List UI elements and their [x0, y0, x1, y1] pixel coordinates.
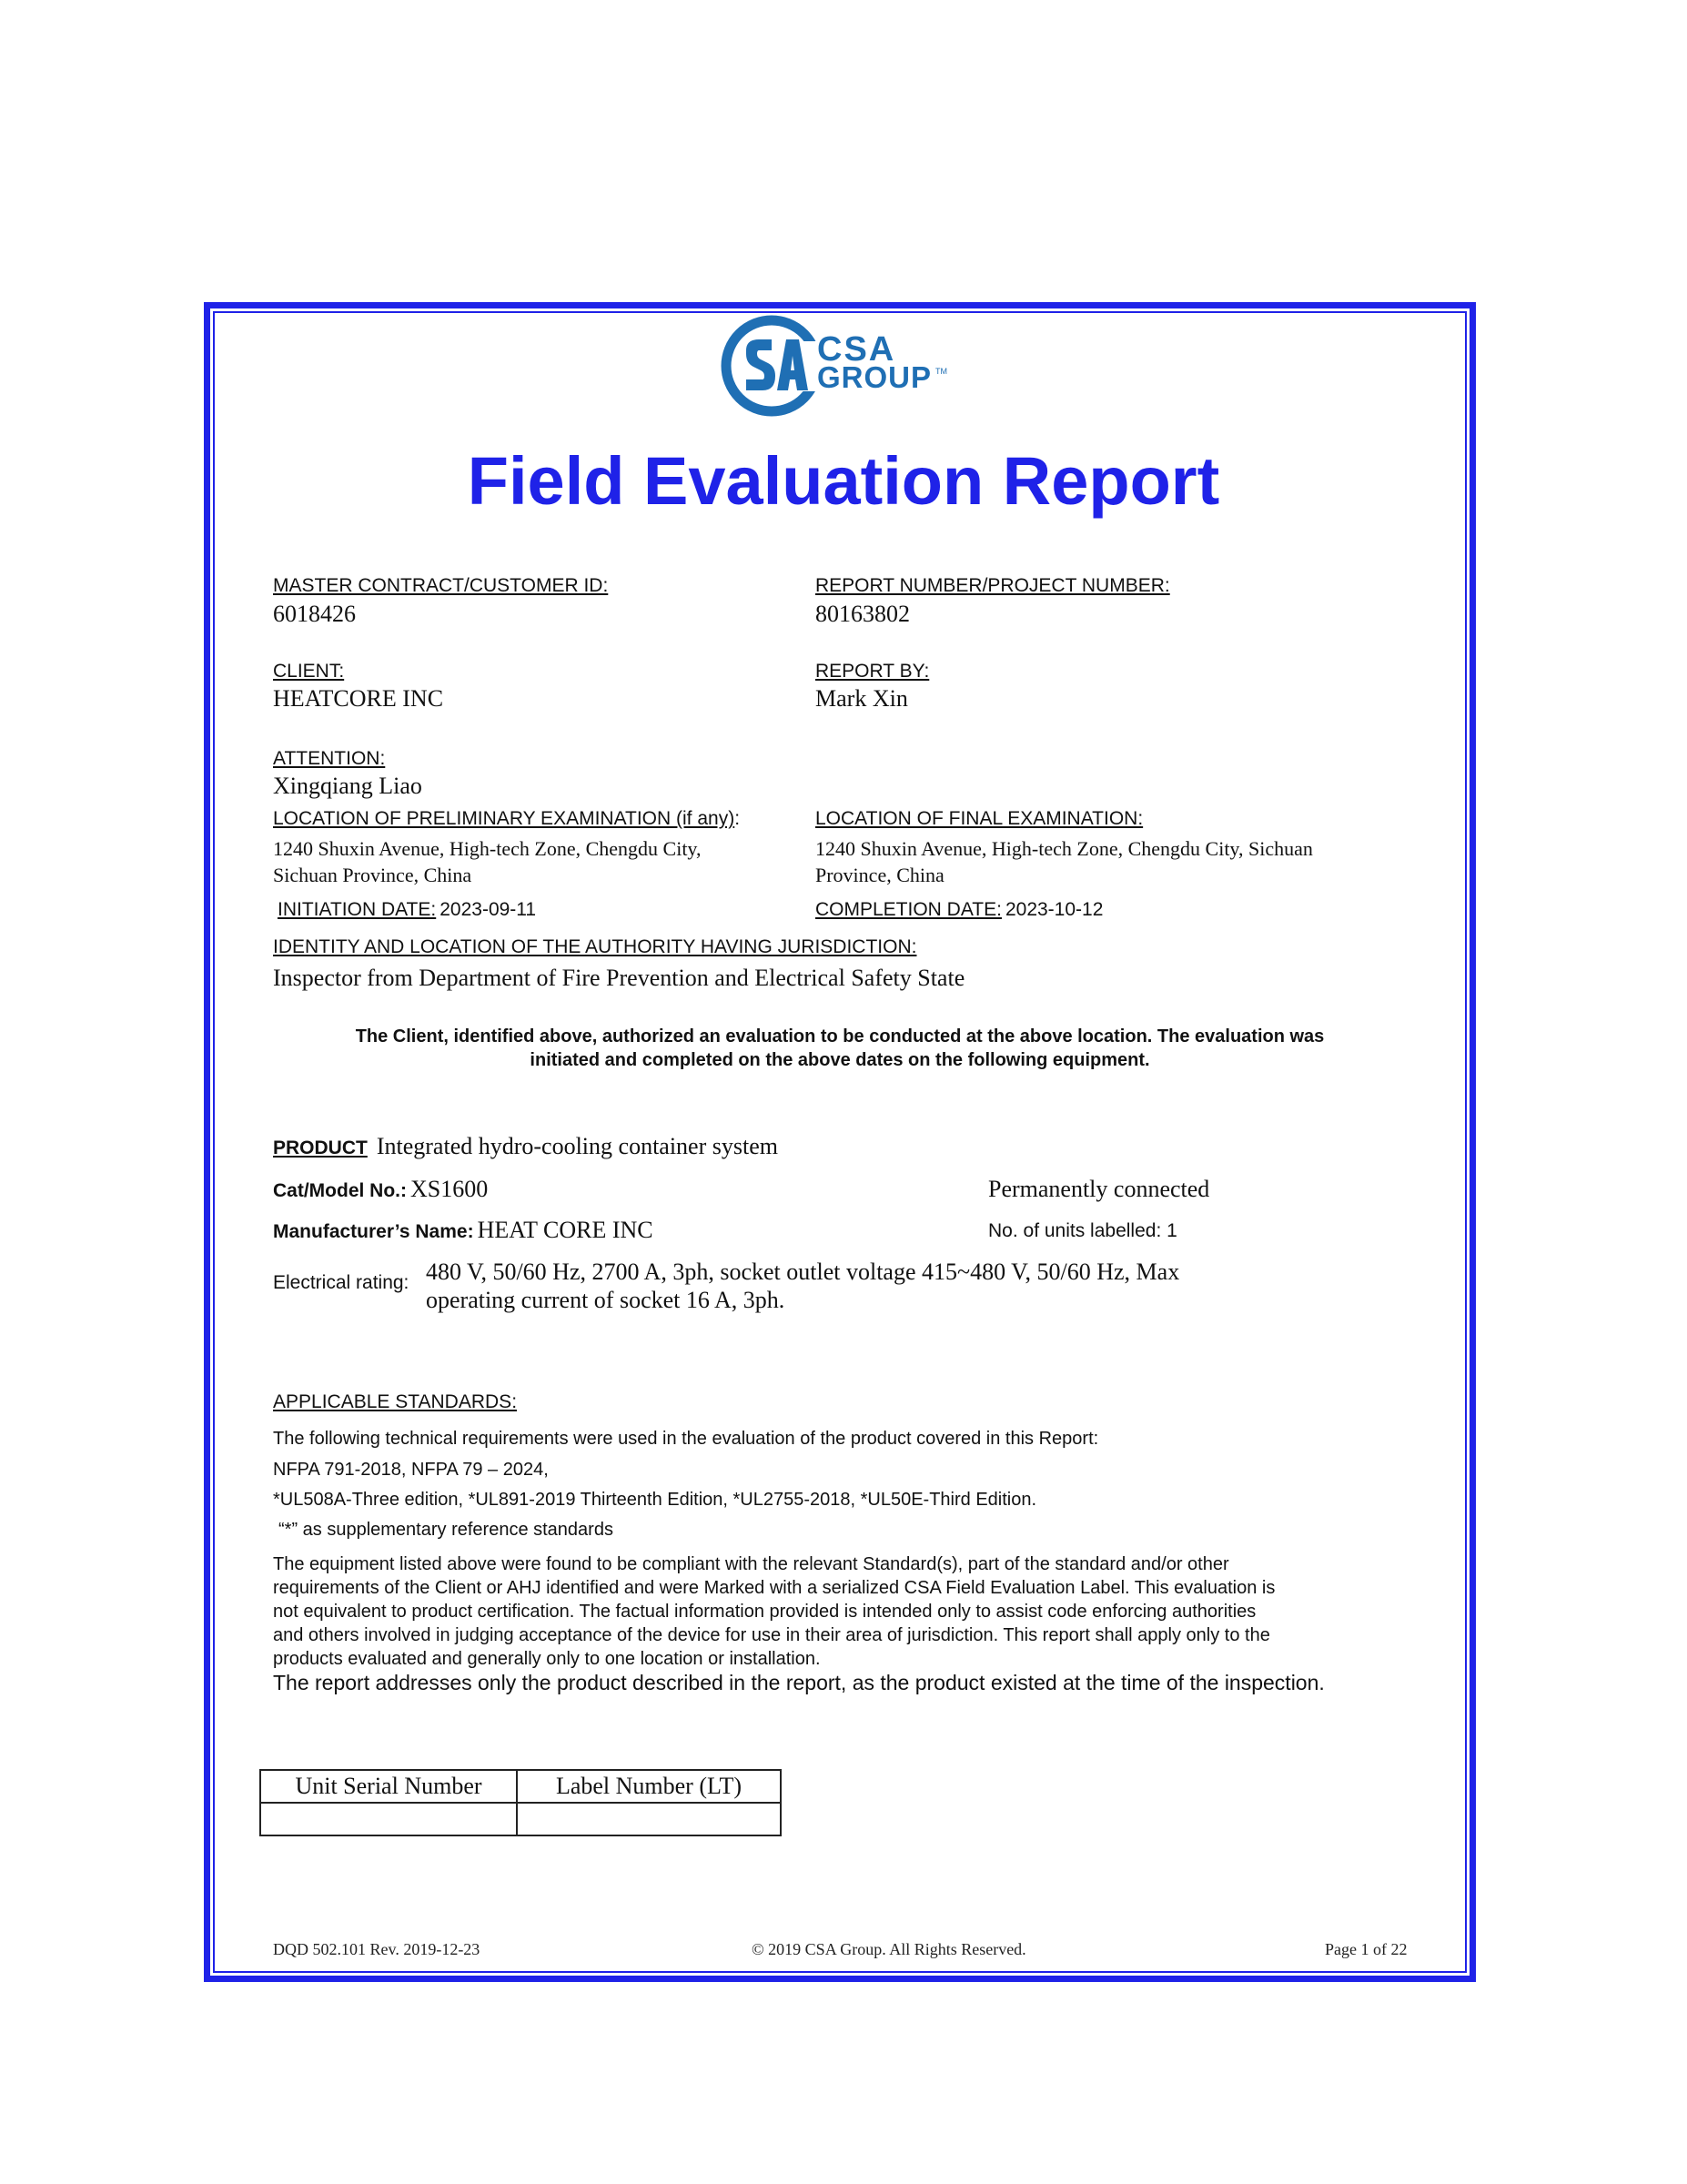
report-number-value: 80163802: [815, 601, 910, 627]
standards-intro: The following technical requirements were used in the evaluation of the product covered in this Report:: [273, 1429, 1099, 1449]
serial-number-header: Unit Serial Number: [260, 1770, 517, 1803]
attention-label: ATTENTION:: [273, 748, 386, 769]
initiation-date-value: 2023-09-11: [439, 899, 537, 920]
master-contract-label: MASTER CONTRACT/CUSTOMER ID:: [273, 575, 609, 596]
initiation-date-label: INITIATION DATE:: [278, 899, 437, 920]
csa-group-logo: [719, 314, 974, 419]
initiation-date: [278, 899, 536, 921]
final-location-address: [815, 835, 1434, 888]
final-location-label: LOCATION OF FINAL EXAMINATION:: [815, 808, 1144, 829]
product-label: PRODUCT: [273, 1138, 368, 1158]
prelim-location-line1: 1240 Shuxin Avenue, High-tech Zone, Chengdu City,: [273, 837, 702, 860]
final-location-line1: 1240 Shuxin Avenue, High-tech Zone, Chengdu City, Sichuan: [815, 837, 1313, 860]
ahj-value: Inspector from Department of Fire Prevention and Electrical Safety State: [273, 965, 965, 991]
footer-doc-code: DQD 502.101 Rev. 2019-12-23: [273, 1940, 480, 1958]
manufacturer-label: Manufacturer’s Name:: [273, 1221, 474, 1242]
label-number-header: Label Number (LT): [517, 1770, 781, 1803]
logo-text-csa: CSA: [817, 330, 896, 369]
standards-line1: NFPA 791-2018, NFPA 79 – 2024,: [273, 1460, 549, 1480]
model-value: XS1600: [410, 1176, 489, 1202]
completion-date-label: COMPLETION DATE:: [815, 899, 1002, 920]
authorization-line1: The Client, identified above, authorized an evaluation to be conducted at the above location. The evaluation was: [355, 1026, 1325, 1046]
serial-number-cell[interactable]: [260, 1803, 517, 1835]
authorization-statement: [213, 1025, 1467, 1072]
prelim-location-address: [273, 835, 801, 888]
connection-type: Permanently connected: [988, 1176, 1210, 1202]
report-addresses-line: The report addresses only the product described in the report, as the product existed at the time of the inspection.: [273, 1671, 1325, 1694]
model-row: [273, 1176, 488, 1203]
report-by-value: Mark Xin: [815, 685, 908, 712]
attention-value: Xingqiang Liao: [273, 773, 422, 799]
logo-text-group: GROUP: [817, 360, 933, 394]
client-value: HEATCORE INC: [273, 685, 444, 712]
standards-heading: APPLICABLE STANDARDS:: [273, 1391, 518, 1412]
authorization-line2: initiated and completed on the above dates on the following equipment.: [530, 1050, 1150, 1070]
compliance-line: The equipment listed above were found to be compliant with the relevant Standard(s), part of the standard and/or other: [273, 1554, 1229, 1574]
prelim-location-colon: :: [734, 808, 741, 829]
final-location-line2: Province, China: [815, 864, 945, 886]
completion-date: [815, 899, 1103, 921]
manufacturer-value: HEAT CORE INC: [477, 1217, 653, 1243]
table-row: [260, 1803, 781, 1835]
units-labelled: No. of units labelled: 1: [988, 1220, 1177, 1241]
footer-copyright: © 2019 CSA Group. All Rights Reserved.: [752, 1940, 1026, 1958]
compliance-line: products evaluated and generally only to one location or installation.: [273, 1649, 821, 1669]
compliance-paragraph: [273, 1552, 1275, 1671]
report-by-label: REPORT BY:: [815, 661, 930, 682]
model-label: Cat/Model No.:: [273, 1180, 407, 1201]
ahj-label: IDENTITY AND LOCATION OF THE AUTHORITY HAVING JURISDICTION:: [273, 936, 917, 957]
compliance-line: requirements of the Client or AHJ identified and were Marked with a serialized CSA Field Evaluation Label. This evaluation is: [273, 1578, 1276, 1598]
page-title: Field Evaluation Report: [467, 443, 1220, 519]
compliance-line: and others involved in judging acceptance of the device for use in their area of jurisdiction. This report shall apply only to the: [273, 1625, 1270, 1645]
table-header-row: [260, 1770, 781, 1803]
electrical-rating-line2: operating current of socket 16 A, 3ph.: [426, 1287, 785, 1313]
product-row: [273, 1133, 778, 1160]
standards-line3: “*” as supplementary reference standards: [278, 1520, 613, 1540]
standards-line2: *UL508A-Three edition, *UL891-2019 Thirteenth Edition, *UL2755-2018, *UL50E-Third Edition.: [273, 1490, 1037, 1510]
manufacturer-row: [273, 1217, 653, 1244]
compliance-line: not equivalent to product certification. The factual information provided is intended only to assist code enforcing authorities: [273, 1602, 1257, 1622]
report-number-label: REPORT NUMBER/PROJECT NUMBER:: [815, 575, 1170, 596]
client-label: CLIENT:: [273, 661, 345, 682]
product-value: Integrated hydro-cooling container system: [376, 1133, 778, 1159]
master-contract-value: 6018426: [273, 601, 356, 627]
logo-trademark: TM: [935, 367, 947, 376]
prelim-location-label: LOCATION OF PRELIMINARY EXAMINATION (if any): [273, 808, 735, 829]
serial-number-table: [259, 1769, 782, 1836]
label-number-cell[interactable]: [517, 1803, 781, 1835]
prelim-location-heading: [273, 808, 740, 830]
electrical-rating-label: Electrical rating:: [273, 1272, 409, 1293]
completion-date-value: 2023-10-12: [1005, 899, 1104, 920]
electrical-rating-line1: 480 V, 50/60 Hz, 2700 A, 3ph, socket outlet voltage 415~480 V, 50/60 Hz, Max: [426, 1259, 1180, 1285]
electrical-rating-value: [426, 1258, 1179, 1314]
footer-page-number: Page 1 of 22: [1325, 1940, 1408, 1958]
csa-seal-icon: [719, 314, 828, 419]
prelim-location-line2: Sichuan Province, China: [273, 864, 472, 886]
